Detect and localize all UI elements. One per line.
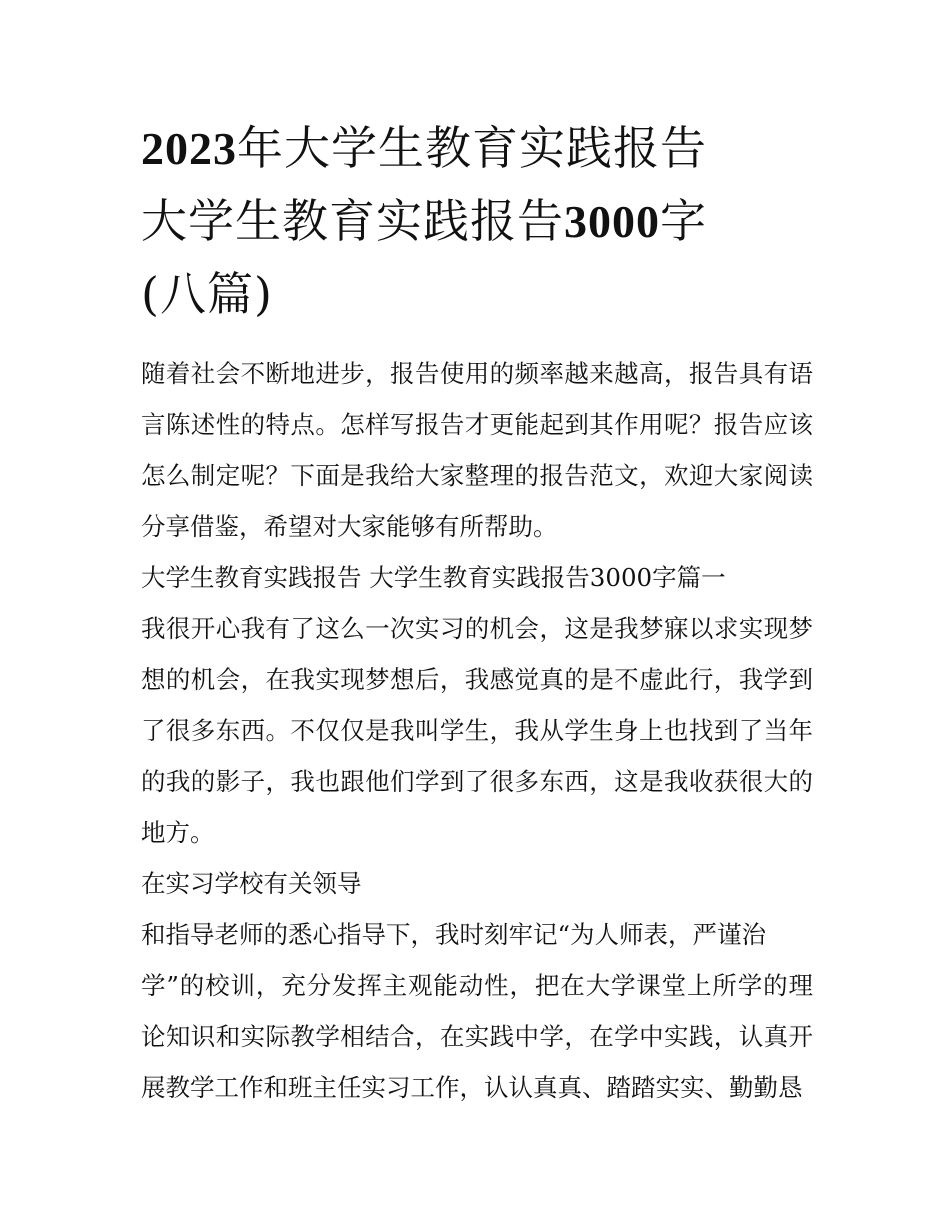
title-line-3: (八篇) — [141, 267, 273, 321]
body-paragraph-3-line-1: 和指导老师的悉心指导下，我时刻牢记“为人师表，严谨治 — [141, 920, 767, 949]
body-paragraph-3-continued: 学”的校训，充分发挥主观能动性，把在大学课堂上所学的理论知识和实际教学相结合，在实践中学，在学中实践，认真开展教学工作和班主任实习工作，认认真真、踏踏实实、勤勤恳 — [141, 971, 813, 1102]
body-paragraph-1: 我很开心我有了这么一次实习的机会，这是我梦寐以求实现梦想的机会，在我实现梦想后，我感觉真的是不虚此行，我学到了很多东西。不仅仅是我叫学生，我从学生身上也找到了当年的我的影子，我也跟他们学到了很多东西，这是我收获很大的地方。 — [141, 614, 813, 847]
section-heading: 大学生教育实践报告 大学生教育实践报告3000字篇一 — [141, 563, 726, 592]
body-paragraph-2: 在实习学校有关领导 — [141, 869, 362, 898]
title-number: 2023 — [141, 123, 237, 174]
document-title — [141, 112, 813, 330]
title-line-1: 2023年大学生教育实践报告 — [141, 121, 707, 175]
title-line-2: 大学生教育实践报告3000字 — [141, 194, 707, 248]
title-number: 3000 — [564, 196, 660, 247]
intro-paragraph: 随着社会不断地进步，报告使用的频率越来越高，报告具有语言陈述性的特点。怎样写报告才更能起到其作用呢？报告应该怎么制定呢？下面是我给大家整理的报告范文，欢迎大家阅读分享借鉴，希望对大家能够有所帮助。 — [141, 359, 813, 541]
document-content — [141, 112, 813, 1113]
